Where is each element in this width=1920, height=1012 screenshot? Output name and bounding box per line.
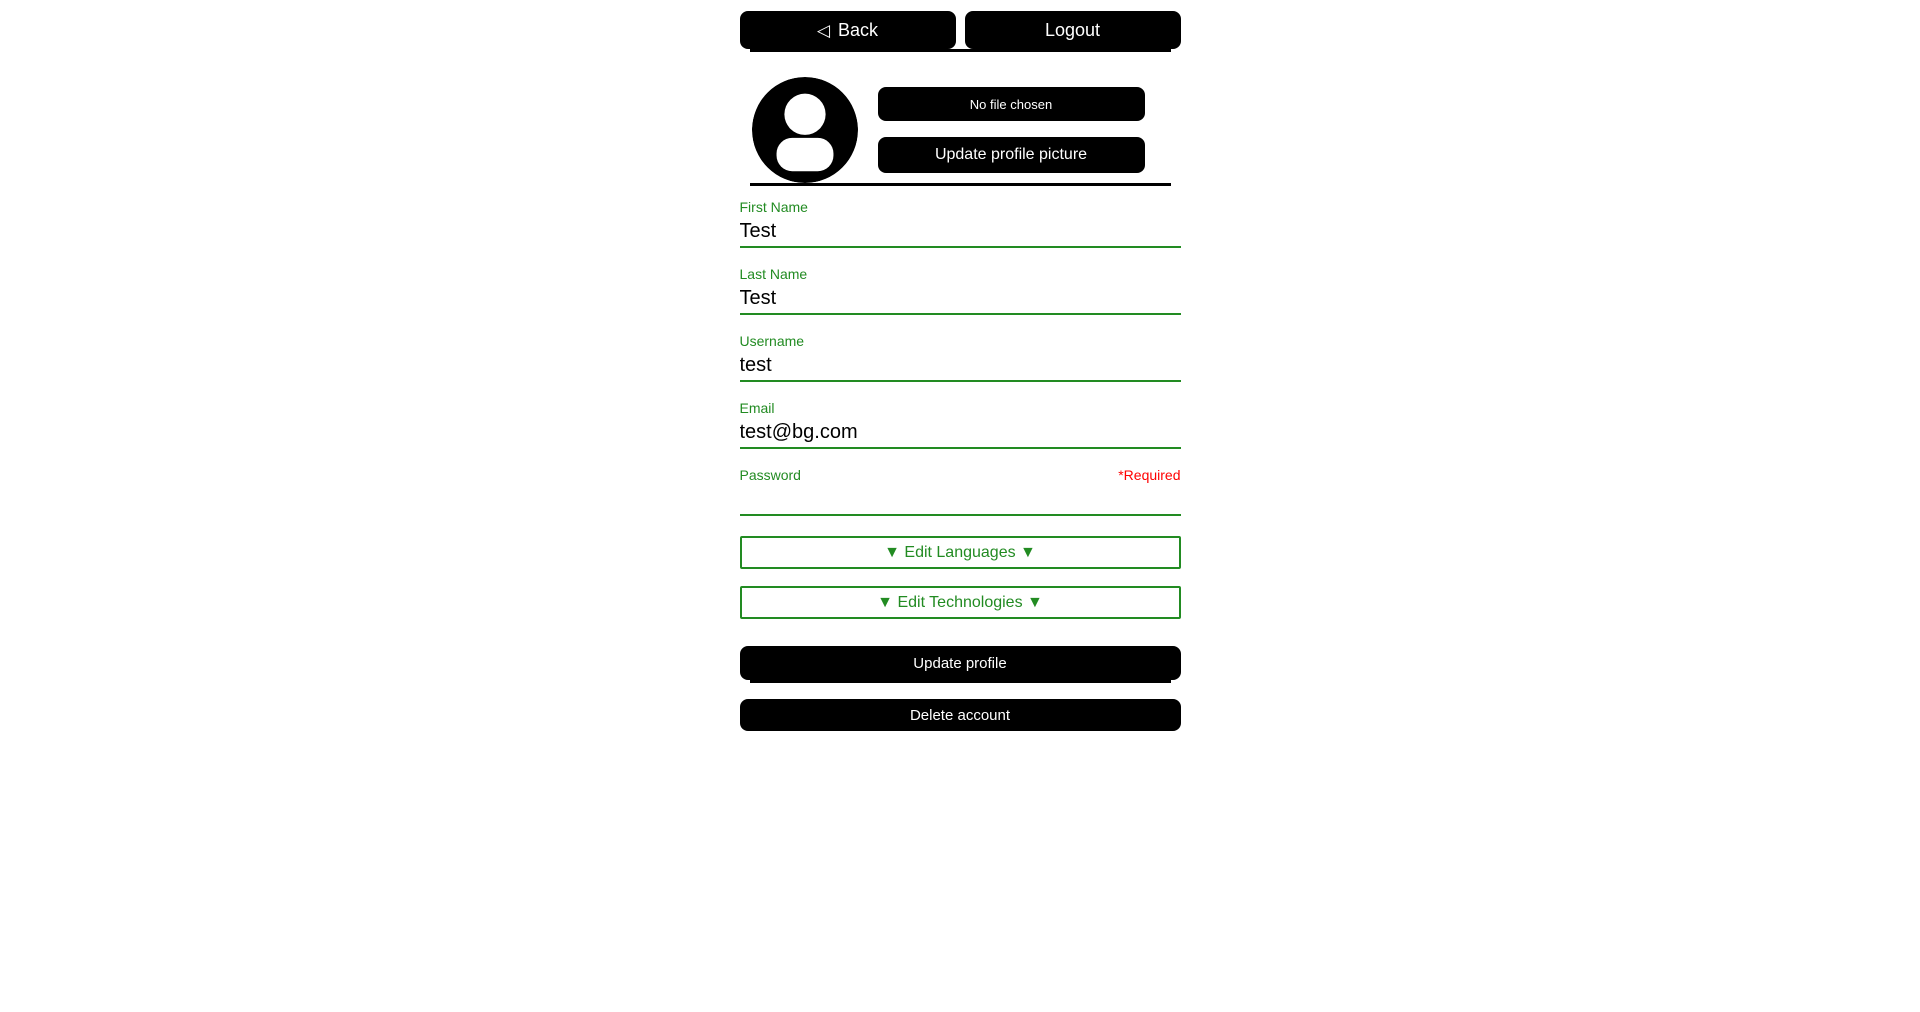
username-label: Username — [739, 333, 805, 349]
profile-page — [740, 0, 1181, 731]
email-label: Email — [739, 400, 775, 416]
password-field — [740, 467, 1181, 516]
delete-account-button[interactable] — [740, 699, 1181, 731]
back-button[interactable] — [740, 11, 956, 49]
password-required-note: *Required — [1118, 467, 1181, 483]
last-name-label: Last Name — [739, 266, 808, 282]
update-profile-picture-label: Update profile picture — [934, 146, 1088, 163]
profile-picture-section — [740, 77, 1181, 183]
file-input-button[interactable] — [878, 87, 1145, 121]
logout-button[interactable] — [965, 11, 1181, 49]
person-avatar-icon — [752, 77, 858, 183]
email-field — [740, 400, 1181, 449]
edit-technologies-button[interactable] — [740, 586, 1181, 619]
username-input[interactable] — [740, 350, 1181, 380]
username-field — [740, 333, 1181, 382]
avatar — [752, 77, 858, 183]
edit-languages-label: ▼ Edit Languages ▼ — [884, 543, 1036, 561]
update-profile-picture-button[interactable] — [878, 137, 1145, 173]
edit-technologies-label: ▼ Edit Technologies ▼ — [877, 593, 1043, 611]
first-name-label: First Name — [739, 199, 808, 215]
update-profile-label: Update profile — [913, 654, 1007, 672]
divider-form-top — [750, 183, 1171, 186]
back-triangle-icon: ◁ — [816, 20, 831, 40]
delete-account-label: Delete account — [909, 706, 1011, 724]
update-profile-button[interactable] — [740, 646, 1181, 680]
first-name-field — [740, 199, 1181, 248]
last-name-field — [740, 266, 1181, 315]
file-status-label: No file chosen — [969, 96, 1053, 112]
email-input[interactable] — [740, 417, 1181, 447]
divider-danger — [750, 680, 1171, 683]
password-input[interactable] — [740, 484, 1181, 514]
first-name-input[interactable] — [740, 216, 1181, 246]
back-button-label: Back — [838, 19, 879, 40]
last-name-input[interactable] — [740, 283, 1181, 313]
top-button-row — [740, 11, 1181, 49]
upload-controls — [878, 87, 1145, 173]
password-label: Password — [739, 467, 801, 483]
edit-languages-button[interactable] — [740, 536, 1181, 569]
password-label-row — [740, 467, 1181, 484]
divider-top — [750, 49, 1171, 52]
logout-button-label: Logout — [1044, 19, 1101, 40]
